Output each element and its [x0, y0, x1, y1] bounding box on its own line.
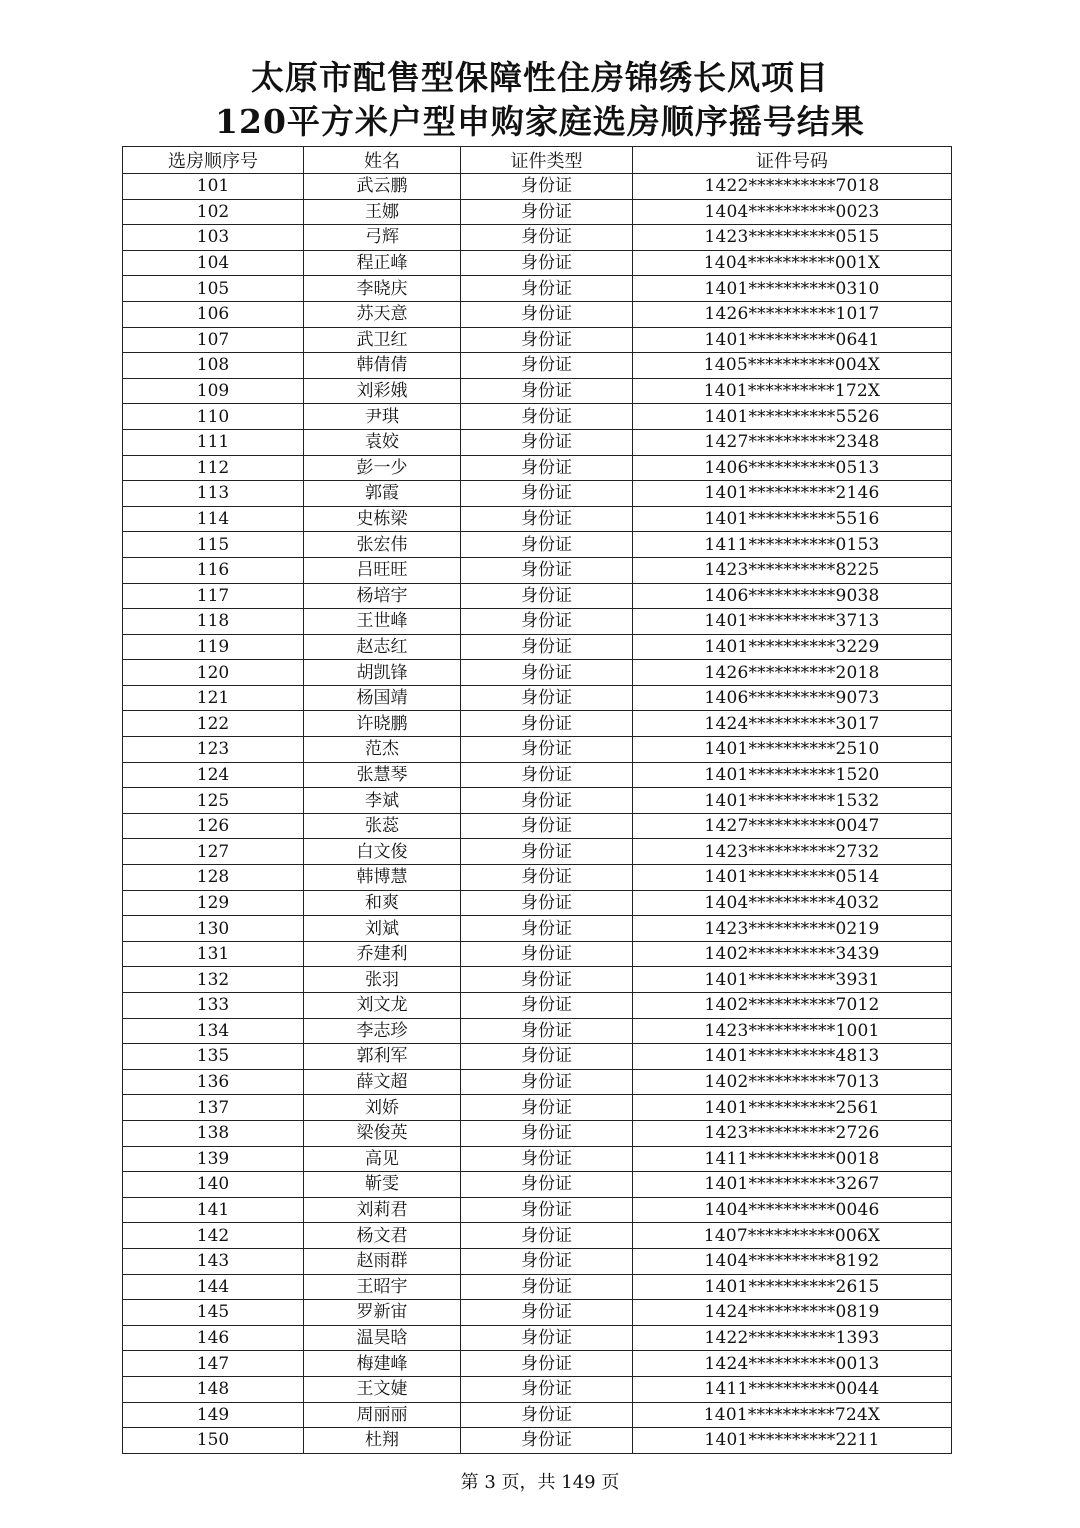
id-number-cell: 1423**********1001: [633, 1018, 952, 1044]
table-row: [123, 1402, 952, 1428]
table-row: [123, 1120, 952, 1146]
id-number-cell: 1401**********4813: [633, 1044, 952, 1070]
id-type-cell: 身份证: [461, 583, 633, 609]
id-type-cell: 身份证: [461, 1146, 633, 1172]
id-number-cell: 1401**********0641: [633, 327, 952, 353]
order-number-cell: 143: [123, 1248, 304, 1274]
id-type-cell: 身份证: [461, 301, 633, 327]
id-number-cell: 1401**********5516: [633, 506, 952, 532]
order-number-cell: 104: [123, 250, 304, 276]
id-type-cell: 身份证: [461, 1120, 633, 1146]
id-number-cell: 1401**********3713: [633, 609, 952, 635]
id-number-cell: 1424**********0819: [633, 1300, 952, 1326]
order-number-cell: 131: [123, 941, 304, 967]
id-number-cell: 1404**********0023: [633, 199, 952, 225]
table-row: [123, 839, 952, 865]
id-number-cell: 1401**********2211: [633, 1428, 952, 1454]
order-number-cell: 142: [123, 1223, 304, 1249]
order-number-cell: 136: [123, 1069, 304, 1095]
table-row: [123, 557, 952, 583]
id-number-cell: 1402**********3439: [633, 941, 952, 967]
order-number-cell: 138: [123, 1120, 304, 1146]
table-row: [123, 1095, 952, 1121]
id-type-cell: 身份证: [461, 225, 633, 251]
order-number-cell: 127: [123, 839, 304, 865]
page-footer: 第 3 页，共 149 页: [460, 1472, 620, 1493]
id-type-cell: 身份证: [461, 353, 633, 379]
table-row: [123, 685, 952, 711]
order-number-cell: 108: [123, 353, 304, 379]
table-row: [123, 1069, 952, 1095]
name-cell: 王昭宇: [304, 1274, 461, 1300]
table-row: [123, 174, 952, 200]
order-number-cell: 123: [123, 737, 304, 763]
id-number-cell: 1401**********724X: [633, 1402, 952, 1428]
id-type-cell: 身份证: [461, 916, 633, 942]
table-row: [123, 455, 952, 481]
table-row: [123, 378, 952, 404]
order-number-cell: 112: [123, 455, 304, 481]
table-row: [123, 404, 952, 430]
id-number-cell: 1424**********0013: [633, 1351, 952, 1377]
id-number-cell: 1402**********7013: [633, 1069, 952, 1095]
name-cell: 周丽丽: [304, 1402, 461, 1428]
id-number-cell: 1411**********0153: [633, 532, 952, 558]
name-cell: 薛文超: [304, 1069, 461, 1095]
table-row: [123, 1044, 952, 1070]
id-type-cell: 身份证: [461, 455, 633, 481]
id-type-cell: 身份证: [461, 609, 633, 635]
id-number-cell: 1404**********4032: [633, 890, 952, 916]
order-number-cell: 128: [123, 865, 304, 891]
id-type-cell: 身份证: [461, 967, 633, 993]
id-type-cell: 身份证: [461, 276, 633, 302]
table-header-row: [123, 147, 952, 174]
name-cell: 杨国靖: [304, 685, 461, 711]
table-row: [123, 1018, 952, 1044]
order-number-cell: 115: [123, 532, 304, 558]
id-type-cell: 身份证: [461, 1274, 633, 1300]
id-number-cell: 1401**********2146: [633, 481, 952, 507]
name-cell: 杨文君: [304, 1223, 461, 1249]
id-number-cell: 1427**********2348: [633, 429, 952, 455]
order-number-cell: 107: [123, 327, 304, 353]
order-number-cell: 125: [123, 788, 304, 814]
name-cell: 刘彩娥: [304, 378, 461, 404]
order-number-cell: 114: [123, 506, 304, 532]
order-number-cell: 146: [123, 1325, 304, 1351]
document-title-line2: 120平方米户型申购家庭选房顺序摇号结果: [215, 102, 865, 141]
id-number-cell: 1422**********7018: [633, 174, 952, 200]
order-number-cell: 124: [123, 762, 304, 788]
name-cell: 梅建峰: [304, 1351, 461, 1377]
name-cell: 靳雯: [304, 1172, 461, 1198]
order-number-cell: 113: [123, 481, 304, 507]
id-number-cell: 1401**********3229: [633, 634, 952, 660]
id-type-cell: 身份证: [461, 1018, 633, 1044]
id-type-cell: 身份证: [461, 1376, 633, 1402]
id-type-cell: 身份证: [461, 1044, 633, 1070]
id-number-cell: 1401**********0514: [633, 865, 952, 891]
table-row: [123, 276, 952, 302]
table-row: [123, 353, 952, 379]
id-type-cell: 身份证: [461, 532, 633, 558]
name-cell: 弓辉: [304, 225, 461, 251]
name-cell: 杨培宇: [304, 583, 461, 609]
name-cell: 胡凯锋: [304, 660, 461, 686]
order-number-cell: 106: [123, 301, 304, 327]
id-type-cell: 身份证: [461, 250, 633, 276]
order-number-cell: 145: [123, 1300, 304, 1326]
table-row: [123, 916, 952, 942]
table-row: [123, 1428, 952, 1454]
lottery-results-table: [122, 146, 952, 1454]
table-row: [123, 788, 952, 814]
name-cell: 李晓庆: [304, 276, 461, 302]
order-number-cell: 118: [123, 609, 304, 635]
table-row: [123, 865, 952, 891]
name-cell: 郭霞: [304, 481, 461, 507]
order-number-cell: 111: [123, 429, 304, 455]
name-cell: 张慧琴: [304, 762, 461, 788]
id-type-cell: 身份证: [461, 1095, 633, 1121]
id-type-cell: 身份证: [461, 1069, 633, 1095]
name-cell: 和爽: [304, 890, 461, 916]
id-number-cell: 1401**********1520: [633, 762, 952, 788]
id-number-cell: 1426**********2018: [633, 660, 952, 686]
order-number-cell: 105: [123, 276, 304, 302]
id-number-cell: 1404**********001X: [633, 250, 952, 276]
id-type-cell: 身份证: [461, 1223, 633, 1249]
id-type-cell: 身份证: [461, 737, 633, 763]
name-cell: 史栋梁: [304, 506, 461, 532]
table-row: [123, 301, 952, 327]
id-number-cell: 1422**********1393: [633, 1325, 952, 1351]
name-cell: 刘文龙: [304, 993, 461, 1019]
table-row: [123, 1248, 952, 1274]
name-cell: 武云鹏: [304, 174, 461, 200]
table-row: [123, 429, 952, 455]
name-cell: 范杰: [304, 737, 461, 763]
id-type-cell: 身份证: [461, 174, 633, 200]
table-row: [123, 993, 952, 1019]
id-type-cell: 身份证: [461, 941, 633, 967]
name-cell: 苏天意: [304, 301, 461, 327]
order-number-cell: 110: [123, 404, 304, 430]
order-number-cell: 150: [123, 1428, 304, 1454]
table-row: [123, 1300, 952, 1326]
name-cell: 张羽: [304, 967, 461, 993]
id-type-cell: 身份证: [461, 711, 633, 737]
table-row: [123, 199, 952, 225]
order-number-cell: 120: [123, 660, 304, 686]
id-type-cell: 身份证: [461, 557, 633, 583]
id-number-cell: 1407**********006X: [633, 1223, 952, 1249]
table-row: [123, 1197, 952, 1223]
order-number-cell: 148: [123, 1376, 304, 1402]
id-number-cell: 1423**********0515: [633, 225, 952, 251]
order-number-cell: 144: [123, 1274, 304, 1300]
order-number-cell: 130: [123, 916, 304, 942]
id-type-cell: 身份证: [461, 1248, 633, 1274]
name-cell: 乔建利: [304, 941, 461, 967]
order-number-cell: 116: [123, 557, 304, 583]
id-type-cell: 身份证: [461, 634, 633, 660]
id-number-cell: 1411**********0018: [633, 1146, 952, 1172]
name-cell: 彭一少: [304, 455, 461, 481]
id-type-cell: 身份证: [461, 1428, 633, 1454]
id-type-cell: 身份证: [461, 429, 633, 455]
name-cell: 许晓鹏: [304, 711, 461, 737]
table-row: [123, 506, 952, 532]
id-number-cell: 1401**********3931: [633, 967, 952, 993]
order-number-cell: 141: [123, 1197, 304, 1223]
table-row: [123, 1351, 952, 1377]
id-number-cell: 1423**********8225: [633, 557, 952, 583]
id-number-cell: 1423**********2726: [633, 1120, 952, 1146]
id-number-cell: 1406**********0513: [633, 455, 952, 481]
table-row: [123, 660, 952, 686]
table-row: [123, 1274, 952, 1300]
name-cell: 罗新宙: [304, 1300, 461, 1326]
table-row: [123, 1376, 952, 1402]
id-type-cell: 身份证: [461, 327, 633, 353]
name-cell: 王世峰: [304, 609, 461, 635]
name-cell: 高见: [304, 1146, 461, 1172]
name-cell: 李斌: [304, 788, 461, 814]
name-cell: 梁俊英: [304, 1120, 461, 1146]
table-row: [123, 1223, 952, 1249]
id-type-cell: 身份证: [461, 813, 633, 839]
id-number-cell: 1427**********0047: [633, 813, 952, 839]
id-number-cell: 1401**********0310: [633, 276, 952, 302]
id-number-cell: 1401**********3267: [633, 1172, 952, 1198]
id-type-cell: 身份证: [461, 660, 633, 686]
id-number-cell: 1411**********0044: [633, 1376, 952, 1402]
column-header-id-type: 证件类型: [461, 147, 633, 174]
column-header-order-number: 选房顺序号: [123, 147, 304, 174]
table-row: [123, 327, 952, 353]
name-cell: 张宏伟: [304, 532, 461, 558]
name-cell: 韩倩倩: [304, 353, 461, 379]
name-cell: 尹琪: [304, 404, 461, 430]
id-number-cell: 1406**********9038: [633, 583, 952, 609]
order-number-cell: 101: [123, 174, 304, 200]
order-number-cell: 132: [123, 967, 304, 993]
id-type-cell: 身份证: [461, 378, 633, 404]
id-type-cell: 身份证: [461, 1351, 633, 1377]
id-type-cell: 身份证: [461, 506, 633, 532]
order-number-cell: 122: [123, 711, 304, 737]
table-row: [123, 250, 952, 276]
order-number-cell: 102: [123, 199, 304, 225]
id-number-cell: 1423**********0219: [633, 916, 952, 942]
name-cell: 吕旺旺: [304, 557, 461, 583]
table-row: [123, 1325, 952, 1351]
name-cell: 温昊晗: [304, 1325, 461, 1351]
column-header-id-number: 证件号码: [633, 147, 952, 174]
name-cell: 刘斌: [304, 916, 461, 942]
id-type-cell: 身份证: [461, 865, 633, 891]
id-type-cell: 身份证: [461, 839, 633, 865]
name-cell: 张蕊: [304, 813, 461, 839]
name-cell: 白文俊: [304, 839, 461, 865]
id-type-cell: 身份证: [461, 762, 633, 788]
name-cell: 程正峰: [304, 250, 461, 276]
id-type-cell: 身份证: [461, 788, 633, 814]
table-row: [123, 967, 952, 993]
name-cell: 武卫红: [304, 327, 461, 353]
order-number-cell: 109: [123, 378, 304, 404]
order-number-cell: 139: [123, 1146, 304, 1172]
table-row: [123, 481, 952, 507]
order-number-cell: 117: [123, 583, 304, 609]
name-cell: 郭利军: [304, 1044, 461, 1070]
id-number-cell: 1423**********2732: [633, 839, 952, 865]
id-type-cell: 身份证: [461, 1197, 633, 1223]
table-row: [123, 583, 952, 609]
id-type-cell: 身份证: [461, 481, 633, 507]
order-number-cell: 134: [123, 1018, 304, 1044]
order-number-cell: 149: [123, 1402, 304, 1428]
table-row: [123, 813, 952, 839]
order-number-cell: 140: [123, 1172, 304, 1198]
order-number-cell: 129: [123, 890, 304, 916]
id-number-cell: 1424**********3017: [633, 711, 952, 737]
id-type-cell: 身份证: [461, 199, 633, 225]
order-number-cell: 121: [123, 685, 304, 711]
id-number-cell: 1402**********7012: [633, 993, 952, 1019]
table-row: [123, 890, 952, 916]
column-header-name: 姓名: [304, 147, 461, 174]
id-number-cell: 1401**********5526: [633, 404, 952, 430]
name-cell: 袁姣: [304, 429, 461, 455]
name-cell: 王娜: [304, 199, 461, 225]
document-title-line1: 太原市配售型保障性住房锦绣长风项目: [251, 58, 829, 97]
id-type-cell: 身份证: [461, 890, 633, 916]
id-number-cell: 1426**********1017: [633, 301, 952, 327]
id-number-cell: 1401**********1532: [633, 788, 952, 814]
id-number-cell: 1404**********0046: [633, 1197, 952, 1223]
name-cell: 刘莉君: [304, 1197, 461, 1223]
id-type-cell: 身份证: [461, 1325, 633, 1351]
order-number-cell: 133: [123, 993, 304, 1019]
order-number-cell: 103: [123, 225, 304, 251]
order-number-cell: 137: [123, 1095, 304, 1121]
id-number-cell: 1404**********8192: [633, 1248, 952, 1274]
name-cell: 韩博慧: [304, 865, 461, 891]
name-cell: 赵雨群: [304, 1248, 461, 1274]
name-cell: 李志珍: [304, 1018, 461, 1044]
name-cell: 赵志红: [304, 634, 461, 660]
id-number-cell: 1401**********2510: [633, 737, 952, 763]
id-type-cell: 身份证: [461, 1300, 633, 1326]
id-type-cell: 身份证: [461, 1172, 633, 1198]
id-number-cell: 1401**********172X: [633, 378, 952, 404]
table-row: [123, 941, 952, 967]
table-row: [123, 1146, 952, 1172]
table-row: [123, 634, 952, 660]
id-type-cell: 身份证: [461, 404, 633, 430]
table-row: [123, 225, 952, 251]
id-number-cell: 1406**********9073: [633, 685, 952, 711]
table-row: [123, 609, 952, 635]
table-row: [123, 737, 952, 763]
name-cell: 王文婕: [304, 1376, 461, 1402]
id-type-cell: 身份证: [461, 1402, 633, 1428]
name-cell: 刘娇: [304, 1095, 461, 1121]
table-row: [123, 1172, 952, 1198]
table-row: [123, 762, 952, 788]
table-row: [123, 711, 952, 737]
order-number-cell: 119: [123, 634, 304, 660]
id-number-cell: 1401**********2615: [633, 1274, 952, 1300]
id-number-cell: 1401**********2561: [633, 1095, 952, 1121]
id-type-cell: 身份证: [461, 993, 633, 1019]
order-number-cell: 135: [123, 1044, 304, 1070]
table-row: [123, 532, 952, 558]
order-number-cell: 147: [123, 1351, 304, 1377]
name-cell: 杜翔: [304, 1428, 461, 1454]
id-number-cell: 1405**********004X: [633, 353, 952, 379]
id-type-cell: 身份证: [461, 685, 633, 711]
order-number-cell: 126: [123, 813, 304, 839]
